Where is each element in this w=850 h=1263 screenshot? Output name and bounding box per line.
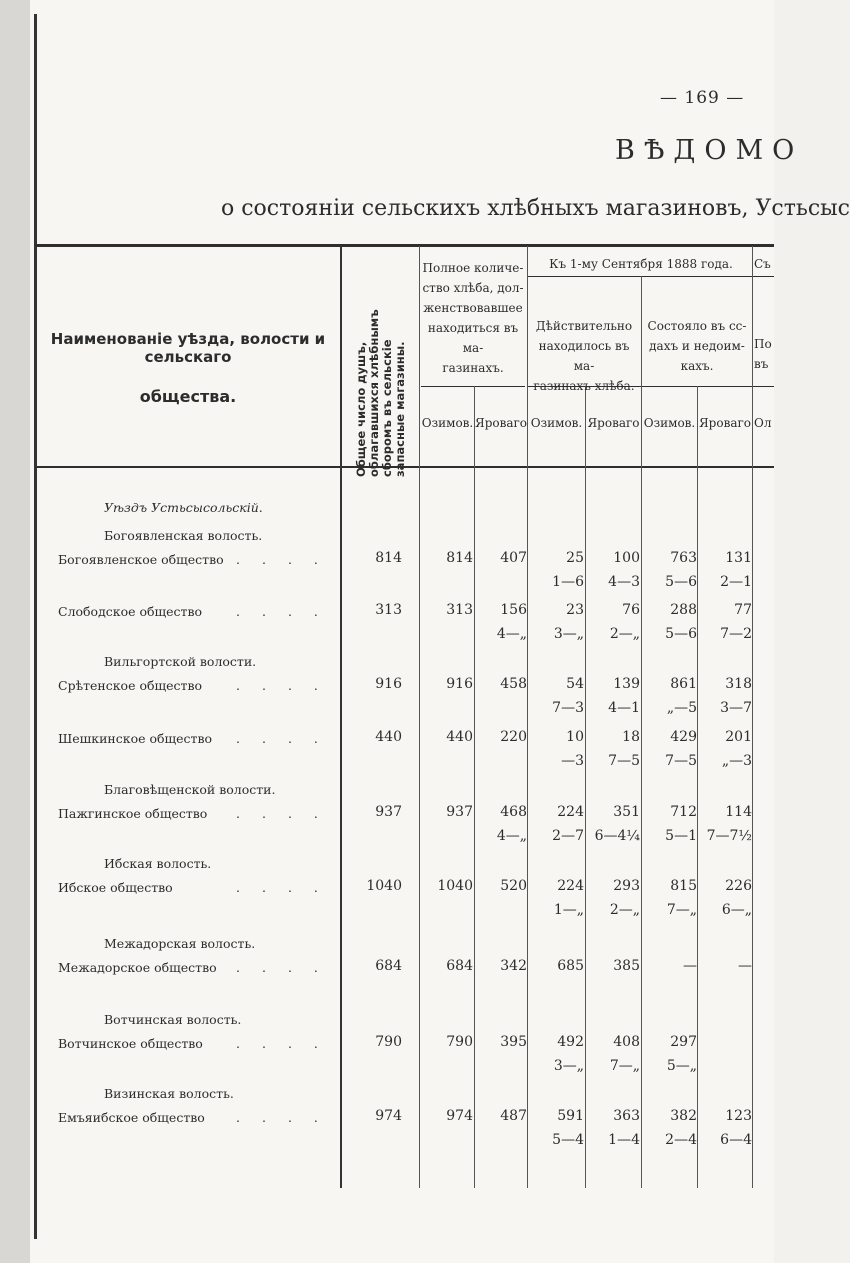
- cell-c3: 591: [557, 1108, 584, 1124]
- cell-c6: —: [738, 958, 752, 974]
- cell-c6-fraction: 7—2: [720, 626, 752, 642]
- header-full-qty-line: находиться въ ма-: [427, 321, 519, 355]
- cell-c5: 861: [670, 676, 697, 692]
- leader-dots: ....: [236, 806, 340, 821]
- cell-c5: 763: [670, 550, 697, 566]
- cell-c5: 429: [670, 729, 697, 745]
- society-name: Слободское общество: [58, 604, 203, 619]
- binding-gutter: [0, 0, 30, 1263]
- header-cut-line: Съ: [754, 257, 771, 271]
- cell-c3: 54: [566, 676, 584, 692]
- society-name: Емъяибское общество: [58, 1110, 205, 1125]
- cell-souls: 916: [375, 676, 402, 692]
- leader-dots: ....: [236, 960, 340, 975]
- cell-c5: 815: [670, 878, 697, 894]
- cell-c6-fraction: 6—4: [720, 1132, 752, 1148]
- header-cut-line: По: [754, 337, 772, 351]
- cell-c6: 318: [725, 676, 752, 692]
- cell-c6: 131: [725, 550, 752, 566]
- header-souls-col: [341, 256, 421, 477]
- header-cut-line: въ: [754, 357, 769, 371]
- cell-c5-fraction: 5—„: [666, 1058, 697, 1074]
- col-rule-c5: [697, 386, 698, 1188]
- society-name: Шешкинское общество: [58, 731, 213, 746]
- cell-c1: 916: [446, 676, 473, 692]
- cell-c5: 288: [670, 602, 697, 618]
- cell-c2: 342: [500, 958, 527, 974]
- cell-c3: 10: [566, 729, 584, 745]
- cell-c5-fraction: 5—6: [665, 574, 697, 590]
- cell-c6: 114: [725, 804, 752, 820]
- cell-c4-fraction: 6—4¼: [594, 828, 640, 844]
- cell-c6-fraction: 3—7: [720, 700, 752, 716]
- header-loans-line: дахъ и недоим-: [649, 339, 745, 353]
- cell-c1: 974: [446, 1108, 473, 1124]
- leader-dots: ....: [236, 880, 340, 895]
- cell-c3: 25: [566, 550, 584, 566]
- cell-c3-fraction: —3: [561, 753, 584, 769]
- cell-c2: 468: [500, 804, 527, 820]
- sub-rule-1: [421, 386, 525, 387]
- cell-c6: 123: [725, 1108, 752, 1124]
- cell-c2-fraction: 4—„: [496, 828, 527, 844]
- cell-c3-fraction: 3—„: [553, 1058, 584, 1074]
- header-name-col: Наименованiе уѣзда, волости и сельскаго: [50, 330, 326, 366]
- cell-c4-fraction: 7—„: [609, 1058, 640, 1074]
- header-full-qty-line: Полное количе-: [422, 261, 524, 275]
- society-name: Богоявленское общество: [58, 552, 224, 567]
- header-full-qty-line: ство хлѣба, дол-: [422, 281, 524, 295]
- col-rule-loans: [752, 246, 753, 1188]
- cell-c3-fraction: 3—„: [553, 626, 584, 642]
- leader-dots: ....: [236, 678, 340, 693]
- header-actual-line: Дѣйствительно: [535, 319, 633, 333]
- section-heading: Богоявленская волость.: [104, 528, 263, 543]
- cell-c3: 224: [557, 878, 584, 894]
- cell-c2: 395: [500, 1034, 527, 1050]
- cell-c3-fraction: 1—„: [553, 902, 584, 918]
- header-name-col-2: общества.: [139, 387, 237, 406]
- section-heading: Благовѣщенской волости.: [104, 782, 276, 797]
- sub-yarov-3: Яроваго: [698, 416, 752, 430]
- cell-c1: 684: [446, 958, 473, 974]
- leader-dots: ....: [236, 731, 340, 746]
- cell-c5: 297: [670, 1034, 697, 1050]
- cell-c4-fraction: 2—„: [609, 626, 640, 642]
- cell-c5-fraction: 7—„: [666, 902, 697, 918]
- col-rule-c1: [474, 386, 475, 1188]
- header-full-qty-line: женствовавшее: [423, 301, 523, 315]
- leader-dots: ....: [236, 1110, 340, 1125]
- cell-c4: 385: [613, 958, 640, 974]
- section-heading: Вильгортской волости.: [104, 654, 257, 669]
- cell-souls: 684: [375, 958, 402, 974]
- header-souls-text: Общее число душъ, облагавшихся хлѣбнымъ сборомъ въ сельскiе запасные магазины.: [354, 309, 407, 477]
- section-heading: Межадорская волость.: [104, 936, 256, 951]
- header-cut: [754, 254, 784, 374]
- cell-c1: 440: [446, 729, 473, 745]
- cell-c4-fraction: 2—„: [609, 902, 640, 918]
- document-subtitle: о состоянiи сельскихъ хлѣбныхъ магазиновъ, Устьсыс: [221, 196, 850, 221]
- col-rule-actual: [641, 276, 642, 1188]
- leader-dots: ....: [236, 604, 340, 619]
- cell-c1: 937: [446, 804, 473, 820]
- cell-c4: 408: [613, 1034, 640, 1050]
- cell-c6-fraction: 7—7½: [706, 828, 752, 844]
- cell-c4: 293: [613, 878, 640, 894]
- sept-rule: [528, 276, 774, 277]
- cell-c3-fraction: 2—7: [552, 828, 584, 844]
- cell-c1: 790: [446, 1034, 473, 1050]
- cell-c4-fraction: 1—4: [608, 1132, 640, 1148]
- cell-c2: 220: [500, 729, 527, 745]
- society-name: Ибское общество: [58, 880, 173, 895]
- sub-cut: Ол: [754, 416, 772, 430]
- cell-c6: 201: [725, 729, 752, 745]
- header-loans: [642, 316, 752, 376]
- sub-ozim-3: Озимов.: [643, 416, 696, 430]
- cell-c4: 139: [613, 676, 640, 692]
- header-actual: [528, 316, 640, 396]
- uezd-heading: Уѣздъ Устьсысольскiй.: [104, 500, 263, 515]
- cell-c3-fraction: 5—4: [552, 1132, 584, 1148]
- page-number: — 169 —: [660, 88, 745, 108]
- cell-souls: 814: [375, 550, 402, 566]
- cell-c5: —: [683, 958, 697, 974]
- page-edge-line: [34, 14, 37, 1239]
- cell-c4: 76: [622, 602, 640, 618]
- cell-c4: 351: [613, 804, 640, 820]
- cell-c3: 23: [566, 602, 584, 618]
- cell-c1: 313: [446, 602, 473, 618]
- cell-c2-fraction: 4—„: [496, 626, 527, 642]
- cell-c4-fraction: 4—3: [608, 574, 640, 590]
- section-heading: Визинская волость.: [104, 1086, 234, 1101]
- document-title: ВѢДОМО: [615, 135, 804, 166]
- cell-souls: 313: [375, 602, 402, 618]
- cell-c4: 18: [622, 729, 640, 745]
- header-full-qty-line: газинахъ.: [442, 361, 504, 375]
- society-name: Межадорское общество: [58, 960, 217, 975]
- cell-souls: 790: [375, 1034, 402, 1050]
- leader-dots: ....: [236, 1036, 340, 1051]
- cell-c4: 363: [613, 1108, 640, 1124]
- cell-c4-fraction: 4—1: [608, 700, 640, 716]
- section-heading: Вотчинская волость.: [104, 1012, 242, 1027]
- cell-c3-fraction: 7—3: [552, 700, 584, 716]
- cell-c3: 224: [557, 804, 584, 820]
- cell-c6: 226: [725, 878, 752, 894]
- cell-c3: 685: [557, 958, 584, 974]
- cell-c1: 1040: [437, 878, 473, 894]
- sub-ozim-1: Озимов.: [421, 416, 474, 430]
- header-loans-line: кахъ.: [680, 359, 714, 373]
- cell-c5-fraction: 5—1: [665, 828, 697, 844]
- cell-souls: 1040: [366, 878, 402, 894]
- cell-c5: 382: [670, 1108, 697, 1124]
- cell-c5-fraction: 2—4: [665, 1132, 697, 1148]
- cell-souls: 974: [375, 1108, 402, 1124]
- cell-c5-fraction: 7—5: [665, 753, 697, 769]
- cell-c6: 77: [734, 602, 752, 618]
- header-loans-line: Состояло въ сс-: [647, 319, 747, 333]
- header-actual-line: находилось въ ма-: [538, 339, 630, 373]
- header-sept: Къ 1-му Сентября 1888 года.: [549, 257, 733, 271]
- cell-c6-fraction: „—3: [721, 753, 752, 769]
- table-top-rule: [36, 244, 774, 247]
- cell-c5: 712: [670, 804, 697, 820]
- cell-c2: 520: [500, 878, 527, 894]
- header-full-qty: [421, 258, 525, 378]
- sub-yarov-2: Яроваго: [587, 416, 640, 430]
- cell-c5-fraction: 5—6: [665, 626, 697, 642]
- society-name: Пажгинское общество: [58, 806, 208, 821]
- sub-yarov-1: Яроваго: [475, 416, 528, 430]
- sub-ozim-2: Озимов.: [530, 416, 583, 430]
- leader-dots: ....: [236, 552, 340, 567]
- cell-c4: 100: [613, 550, 640, 566]
- section-heading: Ибская волость.: [104, 856, 212, 871]
- cell-c2: 407: [500, 550, 527, 566]
- cell-c6-fraction: 2—1: [720, 574, 752, 590]
- cell-c2: 458: [500, 676, 527, 692]
- cell-c2: 156: [500, 602, 527, 618]
- cell-c4-fraction: 7—5: [608, 753, 640, 769]
- cell-souls: 937: [375, 804, 402, 820]
- header-actual-line: газинахъ хлѣба.: [533, 379, 635, 393]
- cell-c3: 492: [557, 1034, 584, 1050]
- cell-c6-fraction: 6—„: [721, 902, 752, 918]
- cell-c2: 487: [500, 1108, 527, 1124]
- cell-c1: 814: [446, 550, 473, 566]
- society-name: Вотчинское общество: [58, 1036, 203, 1051]
- cell-c5-fraction: „—5: [666, 700, 697, 716]
- society-name: Срѣтенское общество: [58, 678, 203, 693]
- cell-c3-fraction: 1—6: [552, 574, 584, 590]
- cell-souls: 440: [375, 729, 402, 745]
